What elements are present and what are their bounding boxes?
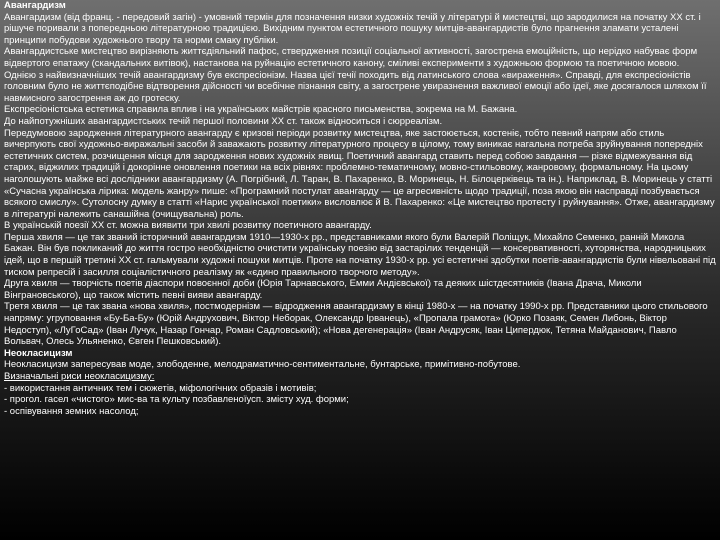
paragraph-features: Авангардистське мистецтво вирізняють життєдіяльний пафос, ствердження позиції соціальної активності, загострена емоційність, що нерідко набуває форм відвертого епатажу (скандальних витівок), настанова на руйнацію естетичного канону, сміливі експерименти з художньою формою та поетичною мовою. [4, 46, 698, 69]
paragraph-surrealism: До найпотужніших авангардистських течій першої половини XX ст. також відноситься і сюрреалізм. [4, 115, 443, 127]
paragraph-prerequisites: Передумовою зародження літературного авангарду є кризові періоди розвитку мистецтва, яке застоюється, костеніє, тобто певний напрям або стиль вичерпують свої художньо-виражальні засоби й заважають розвитку літературного процесу в цілому, тому виникає нагальна потреба зруйнування попередніх естетичних систем, розчищення місця для зародження нових художніх явищ. Поетичний авангард ставить перед собою завдання — різке відмежування від старих, віджилих традицій і докорінне оновлення поетики на всіх рівнях: проблемно-тематичному, мовно-стильовому, жанровому, формальному. На цьому наголошують майже всі дослідники авангардизму (А. Погрібний, Л. Таран, В. Пахаренко, В. Моринець, Н. Білоцерківець та ін.). Наприклад, В. Моринець у статті «Сучасна українська лірика: модель жанру» пише: «Програмний постулат авангарду — це агресивність щодо традиції, поза якою він насправді позбувається всякого смислу». Сутолосну думку в статті «Нарис української поетики» висловлює й В. Пахаренко: «Це мистецтво протесту і руйнування». Отже, авангардизму в літературі належить санашійна (очищувальна) роль. [4, 127, 715, 220]
paragraph-definition: Авангардизм (від франц. - передовий загін) - умовний термін для позначення низки художніх течій у літературі й мистецтві, що зародилися на початку XX ст. і рішуче поривали з попередньою літературною традицією. Вихідним пунктом естетичного пошуку митців-авангардистів було прагнення зламати усталені принципи побудови художнього твору та норми смаку публіки. [4, 11, 701, 46]
paragraph-neoclassicism-intro: Неокласицизм запересував моде, злободенне, мелодраматично-сентиментальне, бунтарське, примітивно-побутове. [4, 359, 521, 371]
features-heading: Визначальні риси неокласицизму: [4, 371, 155, 382]
section-title-neoclassicism: Неокласицизм [4, 347, 73, 359]
slide-title: Авангардизм [4, 0, 66, 11]
feature-item: - прогол. гасел «чистого» мис-ва та культу позбавленоїусп. змісту худ. форми; [4, 394, 349, 406]
slide-content [4, 0, 716, 540]
paragraph-influence: Експресіоністська естетика справила вплив і на українських майстрів красного письменства, зокрема на М. Бажана. [4, 104, 518, 116]
paragraph-first-wave: Перша хвиля — це так званий історичний авангардизм 1910—1930-х рр., представниками якого були Валерій Поліщук, Михайло Семенко, ранній Микола Бажан. Він був покликаний до життя гостро необхідністю очистити українську поезію від застарілих тенденцій — консервативності, хуторянства, народницьких ідей, що в першій третині XX ст. гальмували художні пошуки митців. Проте на початку 1930-х рр. усі естетичні здобутки поетів-авангардистів були нівельовані під тиском репресій і засилля соціалістичного реалізму як «єдино правильного творчого методу». [4, 231, 716, 278]
paragraph-third-wave: Третя хвиля — це так звана «нова хвиля», постмодернізм — відродження авангардизму в кінці 1980-х — на початку 1990-х рр. Представники цього стильового напряму: угруповання «Бу-Ба-Бу» (Юрій Андрухович, Віктор Неборак, Олександр Ірванець), «Пропала грамота» (Юрко Позаяк, Семен Либонь, Віктор Недоступ), «ЛуГоСад» (Іван Лучук, Назар Гончар, Роман Садловський); «Нова дегенерація» (Іван Андрусяк, Іван Ципердюк, Тетяна Майданович, Павло Вольвач, Олесь Ульяненко, Євген Пешковський). [4, 301, 708, 348]
feature-item: - використання античних тем і сюжетів, міфологічних образів і мотивів; [4, 382, 317, 394]
paragraph-second-wave: Друга хвиля — творчість поетів діаспори повоєнної доби (Юрія Тарнавського, Емми Андієвської) та деяких шістдесятників (Івана Драча, Миколи Вінграновського), що також містить певні вияви авангарду. [4, 278, 642, 301]
paragraph-expressionism: Однією з найвизначніших течій авангардизму був експресіонізм. Назва цієї течії походить від латинського слова «вираження». Справді, для експресіоністів головним було не життєподібне відтворення дійсності чи всебічне пізнання світу, а загострене увиразнення важливої емоції або ідеї, яке досягалося шляхом її навмисного загострення аж до гротеску. [4, 69, 707, 104]
paragraph-three-waves: В українській поезії XX ст. можна виявити три хвилі розвитку поетичного авангарду. [4, 220, 372, 232]
feature-item: - оспівування земних насолод; [4, 405, 139, 417]
